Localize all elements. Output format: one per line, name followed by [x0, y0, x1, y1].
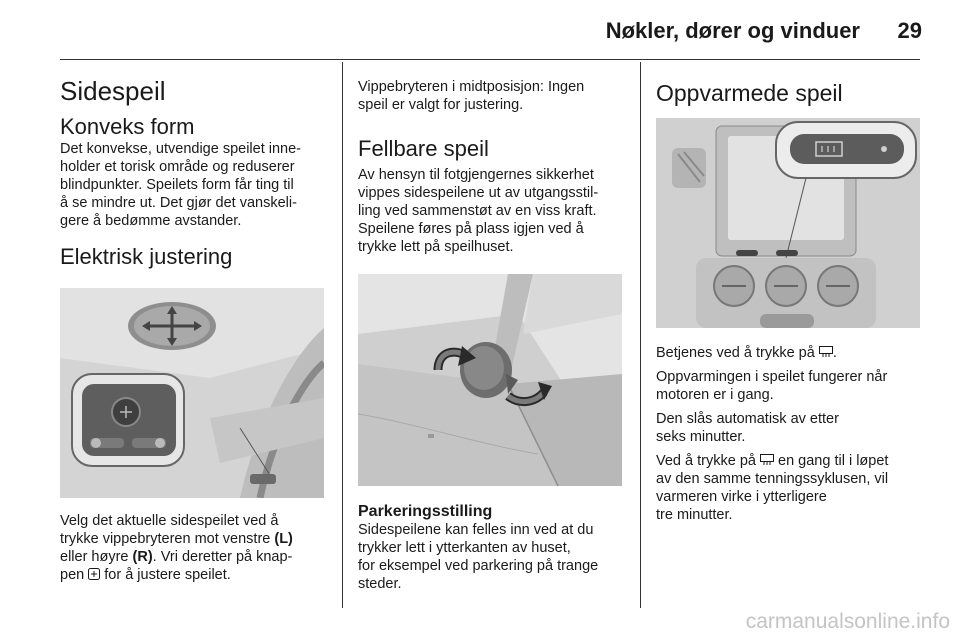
electric-line: . Vri deretter på knap- — [152, 549, 293, 565]
folding-line: vippes sidespeilene ut av utgangsstil- — [358, 185, 599, 201]
column-divider-1 — [342, 62, 343, 608]
parking-paragraph — [358, 521, 626, 593]
electric-heading: Elektrisk justering — [60, 244, 233, 269]
parking-line: Sidespeilene kan felles inn ved at du — [358, 522, 594, 538]
electric-line: pen — [60, 567, 89, 583]
heated-line: seks minutter. — [656, 429, 746, 445]
parking-line: steder. — [358, 576, 402, 592]
convex-line: gere å bedømme avstander. — [60, 213, 242, 229]
heated-mirror-figure — [656, 118, 920, 328]
electric-line: Velg det aktuelle sidespeilet ved å — [60, 513, 279, 529]
parking-heading: Parkeringsstilling — [358, 503, 493, 520]
left-label: (L) — [274, 531, 293, 547]
heated-line: Ved å trykke på — [656, 453, 760, 469]
heated-mirror-icon — [819, 345, 833, 360]
folding-line: ling ved sammenstøt av en viss kraft. — [358, 203, 597, 219]
folding-mirror-illustration — [358, 274, 622, 486]
heated-para1 — [656, 344, 924, 362]
heated-heading: Oppvarmede speil — [656, 80, 843, 106]
watermark: carmanualsonline.info — [745, 610, 950, 633]
section-title: Sidespeil — [60, 76, 166, 106]
folding-line: Av hensyn til fotgjengernes sikkerhet — [358, 167, 594, 183]
mirror-adjust-icon — [88, 567, 100, 582]
electric-line: for å justere speilet. — [100, 567, 231, 583]
electric-paragraph — [60, 512, 326, 584]
parking-line: trykker lett i ytterkanten av huset, — [358, 540, 571, 556]
heated-line: Oppvarmingen i speilet fungerer når — [656, 369, 888, 385]
folding-line: trykke lett på speilhuset. — [358, 239, 514, 255]
electric-line: eller høyre — [60, 549, 133, 565]
header-rule — [60, 59, 920, 60]
heated-line: . — [832, 345, 837, 361]
heated-line: varmeren virke i ytterligere — [656, 489, 827, 505]
heated-line: motoren er i gang. — [656, 387, 774, 403]
mirror-switch-figure — [60, 288, 324, 498]
convex-line: blindpunkter. Speilets form får ting til — [60, 177, 294, 193]
heated-line: av den samme tenningssyklusen, vil — [656, 471, 889, 487]
heated-para4 — [656, 452, 924, 524]
heated-para3 — [656, 410, 924, 446]
folding-mirror-figure — [358, 274, 622, 486]
intro-paragraph — [358, 78, 626, 114]
intro-line: speil er valgt for justering. — [358, 97, 524, 113]
heated-line: Den slås automatisk av etter — [656, 411, 839, 427]
heated-line: Betjenes ved å trykke på — [656, 345, 819, 361]
convex-line: Det konvekse, utvendige speilet inne- — [60, 141, 302, 157]
heated-para2 — [656, 368, 924, 404]
convex-line: holder et torisk område og reduserer — [60, 159, 295, 175]
folding-heading: Fellbare speil — [358, 136, 489, 161]
column-divider-2 — [640, 62, 641, 608]
convex-line: å se mindre ut. Det gjør det vanskeli- — [60, 195, 297, 211]
heated-line: tre minutter. — [656, 507, 733, 523]
intro-line: Vippebryteren i midtposisjon: Ingen — [358, 79, 585, 95]
heated-mirror-icon — [760, 453, 774, 468]
electric-line: trykke vippebryteren mot venstre — [60, 531, 275, 547]
column-3 — [656, 62, 924, 524]
header-title: Nøkler, dører og vinduer — [605, 18, 860, 43]
convex-paragraph — [60, 140, 326, 230]
folding-line: Speilene føres på plass igjen ved å — [358, 221, 584, 237]
heated-line: en gang til i løpet — [773, 453, 889, 469]
column-2 — [358, 62, 626, 593]
column-1 — [60, 62, 326, 584]
right-label: (R) — [132, 549, 153, 565]
folding-paragraph — [358, 166, 626, 256]
mirror-switch-illustration — [60, 288, 324, 498]
parking-line: for eksempel ved parkering på trange — [358, 558, 599, 574]
convex-heading: Konveks form — [60, 114, 195, 139]
page-number: 29 — [897, 18, 922, 43]
heated-mirror-illustration — [656, 118, 920, 328]
